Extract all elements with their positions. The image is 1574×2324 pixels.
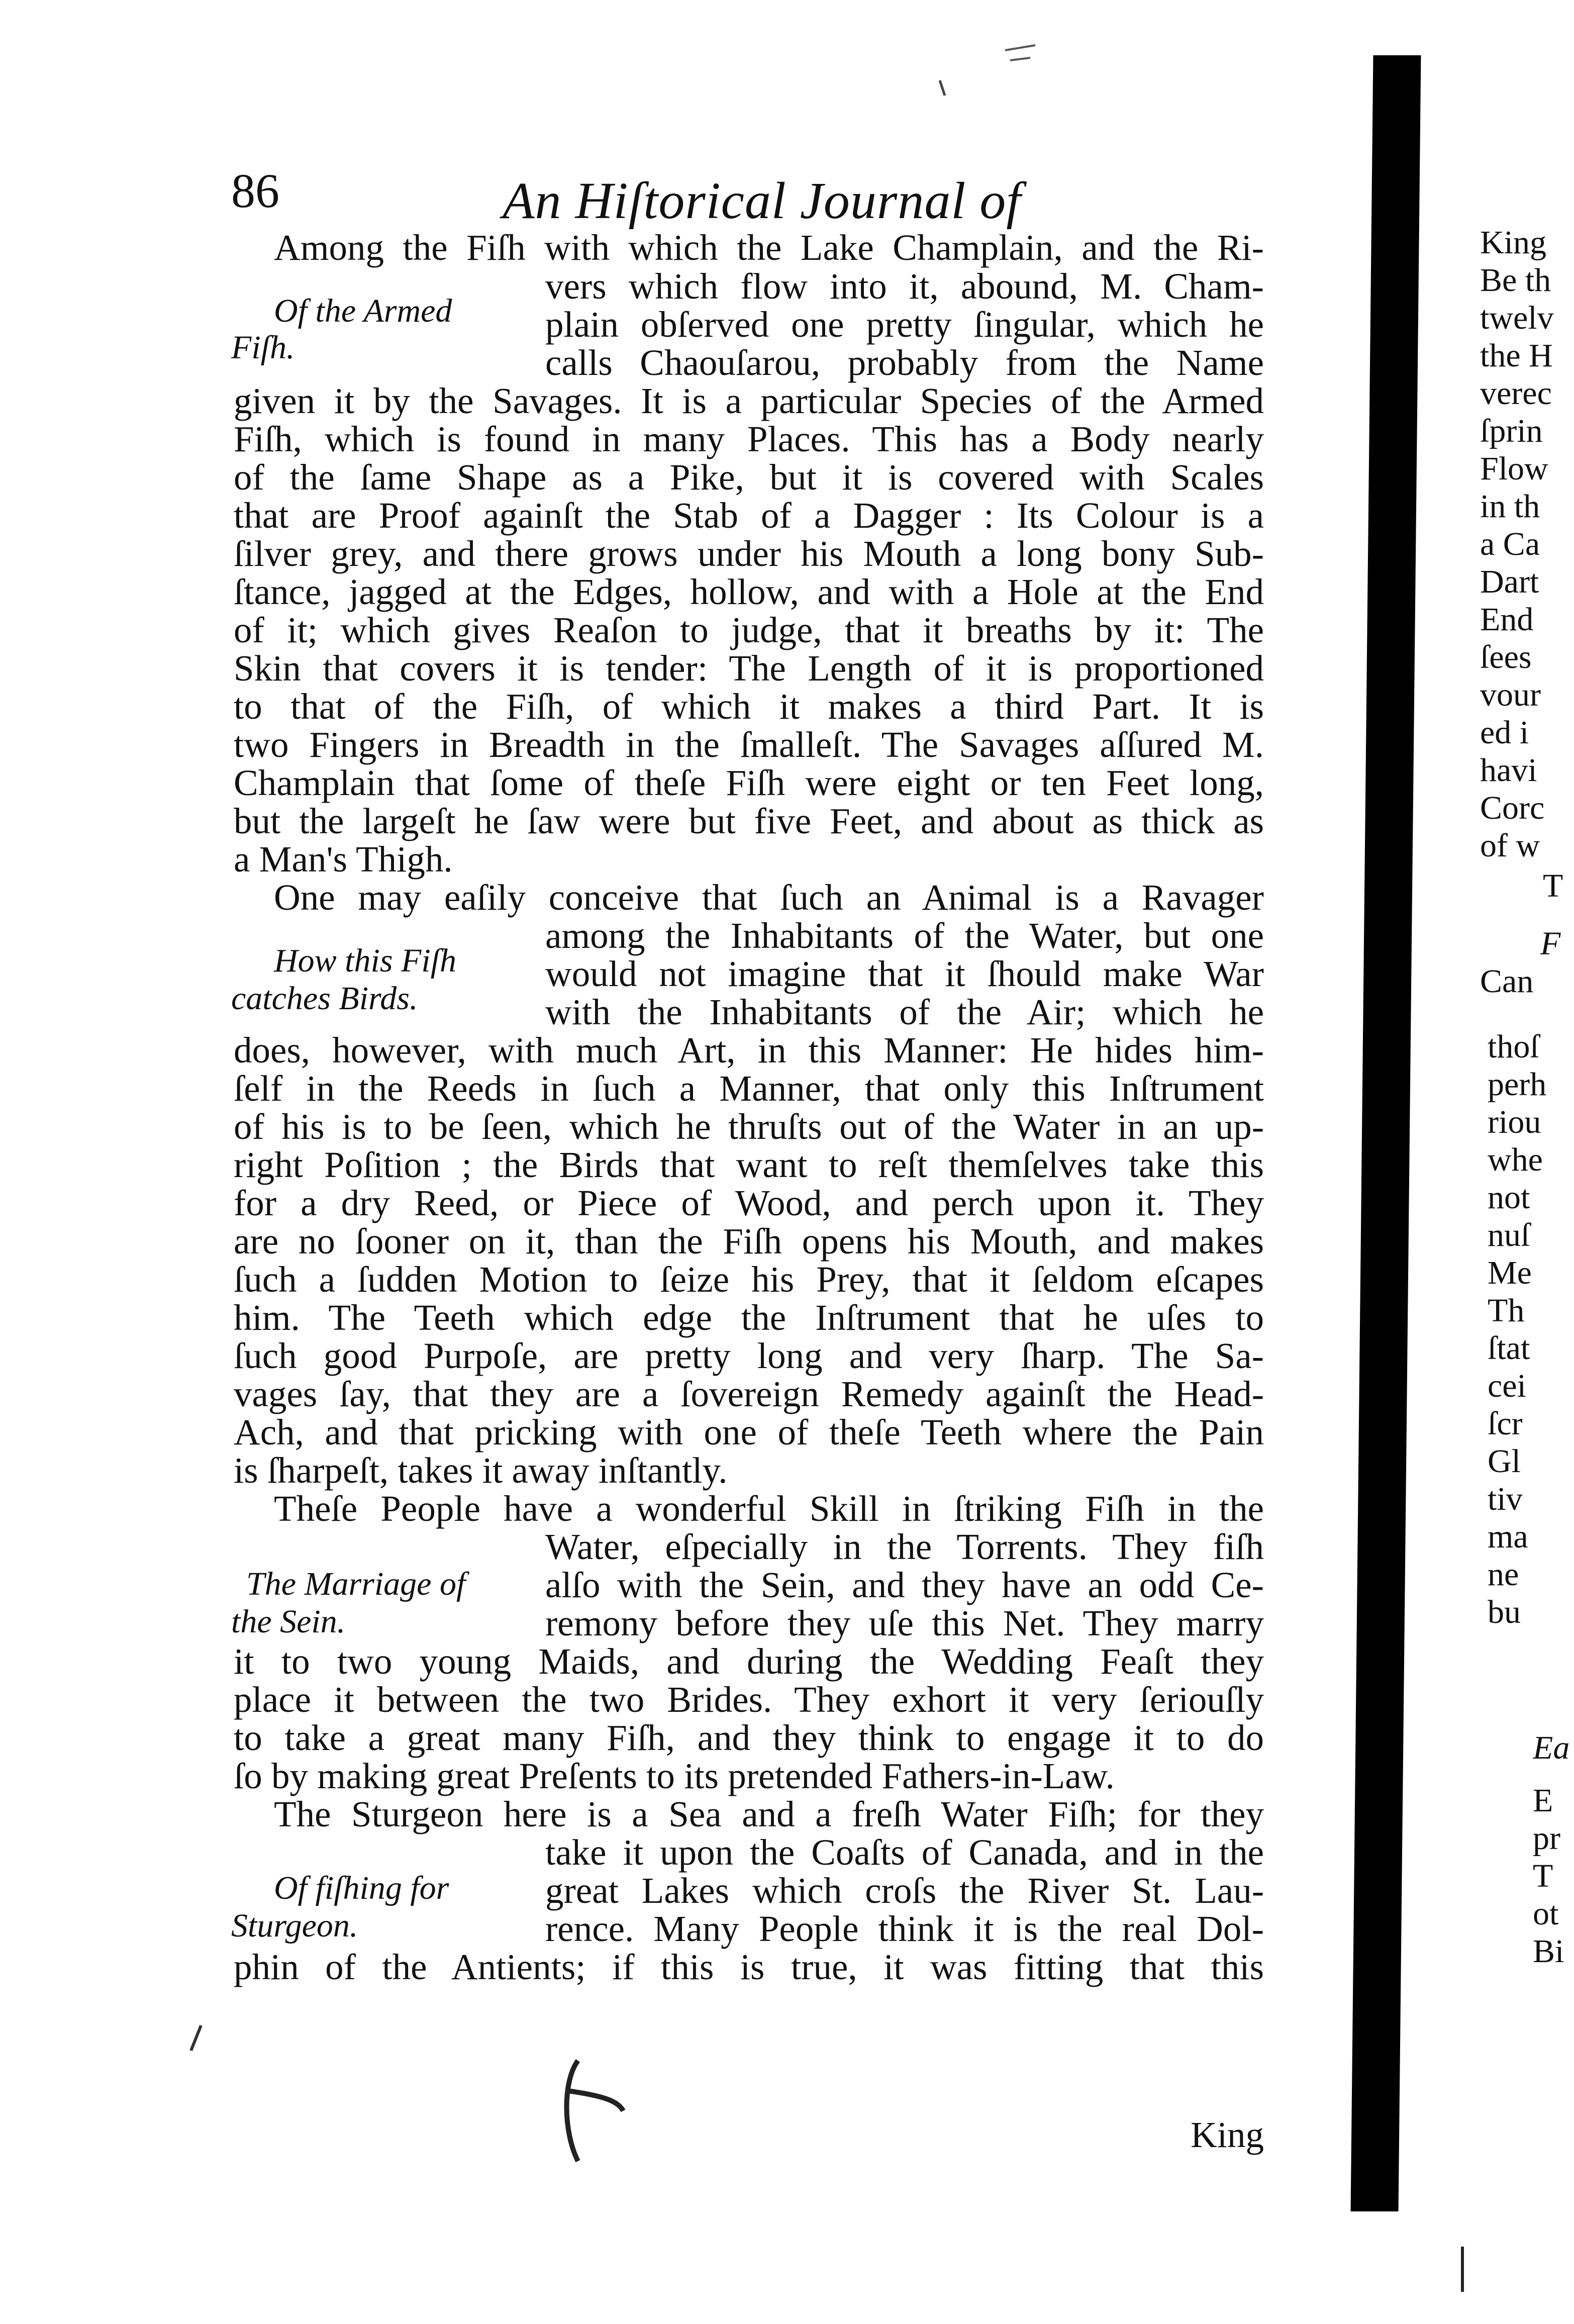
facing-text: T [1543, 867, 1563, 904]
text-line: vages ſay, that they are a ſovereign Remedy againſt the Head- [234, 1374, 1264, 1414]
text-line: take it upon the Coaſts of Canada, and in the [545, 1832, 1264, 1873]
facing-text: Can [1480, 963, 1534, 1000]
margin-note: Of fiſhing for [274, 1870, 449, 1906]
facing-text: ne [1488, 1556, 1519, 1593]
facing-text: twelv [1480, 300, 1554, 336]
margin-note: Of the Armed [274, 293, 452, 329]
text-line: with the Inhabitants of the Air; which he [545, 992, 1264, 1032]
facing-text: perh [1488, 1066, 1547, 1103]
facing-text: Be th [1480, 262, 1551, 299]
text-line: Skin that covers it is tender: The Length of it is proportioned [234, 648, 1264, 689]
facing-text: ed i [1480, 714, 1529, 751]
facing-text: ſtat [1488, 1330, 1530, 1367]
facing-text: havi [1480, 752, 1537, 789]
facing-text: ſees [1480, 639, 1532, 675]
margin-note: Fiſh. [231, 329, 295, 366]
text-line: among the Inhabitants of the Water, but one [545, 915, 1264, 956]
facing-text: in th [1480, 488, 1540, 525]
text-line: Ach, and that pricking with one of theſe Teeth where the Pain [234, 1412, 1264, 1452]
page-number: 86 [231, 164, 279, 218]
facing-text: verec [1480, 375, 1552, 412]
stray-mark [1005, 45, 1035, 60]
margin-note: The Marriage of [246, 1566, 466, 1602]
text-line: are no ſooner on it, than the Fiſh opens his Mouth, and makes [234, 1221, 1264, 1262]
text-line: but the largeſt he ſaw were but five Feet, and about as thick as [234, 801, 1264, 841]
text-line: phin of the Antients; if this is true, it was fitting that this [234, 1947, 1264, 1987]
facing-text: riou [1488, 1104, 1541, 1140]
text-line: Theſe People have a wonderful Skill in ſtriking Fiſh in the [274, 1488, 1264, 1529]
facing-text: Th [1488, 1292, 1525, 1329]
text-line: for a dry Reed, or Piece of Wood, and perch upon it. They [234, 1183, 1264, 1223]
text-line: him. The Teeth which edge the Inſtrument that he uſes to [234, 1297, 1264, 1338]
text-line: The Sturgeon here is a Sea and a freſh Water Fiſh; for they [274, 1794, 1264, 1834]
margin-note: catches Birds. [231, 980, 418, 1017]
running-title: An Hiſtorical Journal of [503, 172, 1022, 230]
text-line: does, however, with much Art, in this Manner: He hides him- [234, 1030, 1264, 1071]
facing-text: not [1488, 1179, 1530, 1216]
text-line: to take a great many Fiſh, and they think to engage it to do [234, 1717, 1264, 1758]
text-line: place it between the two Brides. They exhort it very ſeriouſly [234, 1679, 1264, 1720]
text-line: ſuch good Purpoſe, are pretty long and very ſharp. The Sa- [234, 1335, 1264, 1376]
facing-text: Dart [1480, 563, 1539, 600]
text-line: One may eaſily conceive that ſuch an Animal is a Ravager [274, 877, 1264, 918]
facing-text: pr [1533, 1820, 1560, 1857]
facing-text: T [1533, 1858, 1553, 1894]
text-line: calls Chaouſarou, probably from the Name [545, 342, 1264, 383]
text-line: ſo by making great Preſents to its pretended Fathers-in-Law. [234, 1756, 1115, 1796]
facing-text: Gl [1488, 1443, 1521, 1480]
facing-text: Flow [1480, 450, 1548, 487]
text-line: Among the Fiſh with which the Lake Champlain, and the Ri- [274, 227, 1264, 268]
gutter-shadow [1351, 55, 1421, 2211]
text-line: great Lakes which croſs the River St. Lau- [545, 1870, 1264, 1911]
facing-text: bu [1488, 1594, 1521, 1630]
text-line: given it by the Savages. It is a particular Species of the Armed [234, 380, 1264, 421]
text-line: ſtance, jagged at the Edges, hollow, and with a Hole at the End [234, 571, 1264, 612]
text-line: alſo with the Sein, and they have an odd Ce- [545, 1565, 1264, 1605]
facing-text: ſcr [1488, 1405, 1523, 1442]
facing-text: King [1480, 224, 1546, 261]
text-line: plain obſerved one pretty ſingular, which he [545, 304, 1264, 345]
text-line: a Man's Thigh. [234, 839, 453, 880]
text-line: of his is to be ſeen, which he thruſts out of the Water in an up- [234, 1106, 1264, 1147]
text-line: of it; which gives Reaſon to judge, that it breaths by it: The [234, 610, 1264, 650]
text-line: remony before they uſe this Net. They marry [545, 1603, 1264, 1643]
text-line: would not imagine that it ſhould make War [545, 953, 1264, 994]
facing-text: ma [1488, 1518, 1528, 1555]
facing-text: ot [1533, 1895, 1559, 1932]
facing-text: cei [1488, 1368, 1526, 1404]
text-line: two Fingers in Breadth in the ſmalleſt. The Savages aſſured M. [234, 724, 1264, 765]
text-line: ſuch a ſudden Motion to ſeize his Prey, that it ſeldom eſcapes [234, 1259, 1264, 1300]
facing-text: vour [1480, 676, 1541, 713]
facing-text: Me [1488, 1254, 1532, 1291]
stray-mark [191, 2025, 201, 2051]
facing-text: a Ca [1480, 526, 1540, 562]
text-line: right Poſition ; the Birds that want to reſt themſelves take this [234, 1144, 1264, 1185]
text-line: that are Proof againſt the Stab of a Dagger : Its Colour is a [234, 495, 1264, 536]
stray-mark [940, 80, 945, 95]
facing-text: tiv [1488, 1481, 1523, 1517]
text-line: rence. Many People think it is the real Dol- [545, 1908, 1264, 1949]
facing-text: the H [1480, 337, 1553, 374]
facing-text: nuſ [1488, 1217, 1530, 1253]
facing-text: whe [1488, 1141, 1543, 1178]
facing-text: End [1480, 601, 1534, 638]
facing-text: Bi [1533, 1933, 1564, 1970]
margin-note: Sturgeon. [231, 1907, 358, 1944]
text-line: is ſharpeſt, takes it away inſtantly. [234, 1450, 728, 1491]
margin-note: How this Fiſh [274, 942, 457, 979]
facing-text: thoſ [1488, 1028, 1539, 1065]
text-line: Champlain that ſome of theſe Fiſh were eight or ten Feet long, [234, 762, 1264, 803]
facing-text: ſprin [1480, 413, 1543, 449]
text-line: vers which flow into it, abound, M. Cham- [545, 266, 1264, 307]
facing-text: E [1533, 1782, 1553, 1819]
facing-text: Corc [1480, 790, 1545, 826]
text-line: of the ſame Shape as a Pike, but it is covered with Scales [234, 457, 1264, 498]
text-line: ſelf in the Reeds in ſuch a Manner, that only this Inſtrument [234, 1068, 1264, 1109]
text-line: ſilver grey, and there grows under his Mouth a long bony Sub- [234, 533, 1264, 574]
facing-text: Ea [1533, 1729, 1570, 1766]
ink-blot [567, 2061, 624, 2161]
facing-text: of w [1480, 827, 1540, 864]
facing-text: F [1540, 925, 1561, 962]
text-line: Water, eſpecially in the Torrents. They fiſh [545, 1526, 1264, 1567]
text-line: to that of the Fiſh, of which it makes a third Part. It is [234, 686, 1264, 727]
text-line: Fiſh, which is found in many Places. This has a Body nearly [234, 419, 1264, 459]
catchword: King [1191, 2114, 1264, 2155]
margin-note: the Sein. [231, 1603, 346, 1640]
text-line: it to two young Maids, and during the Wedding Feaſt they [234, 1641, 1264, 1682]
